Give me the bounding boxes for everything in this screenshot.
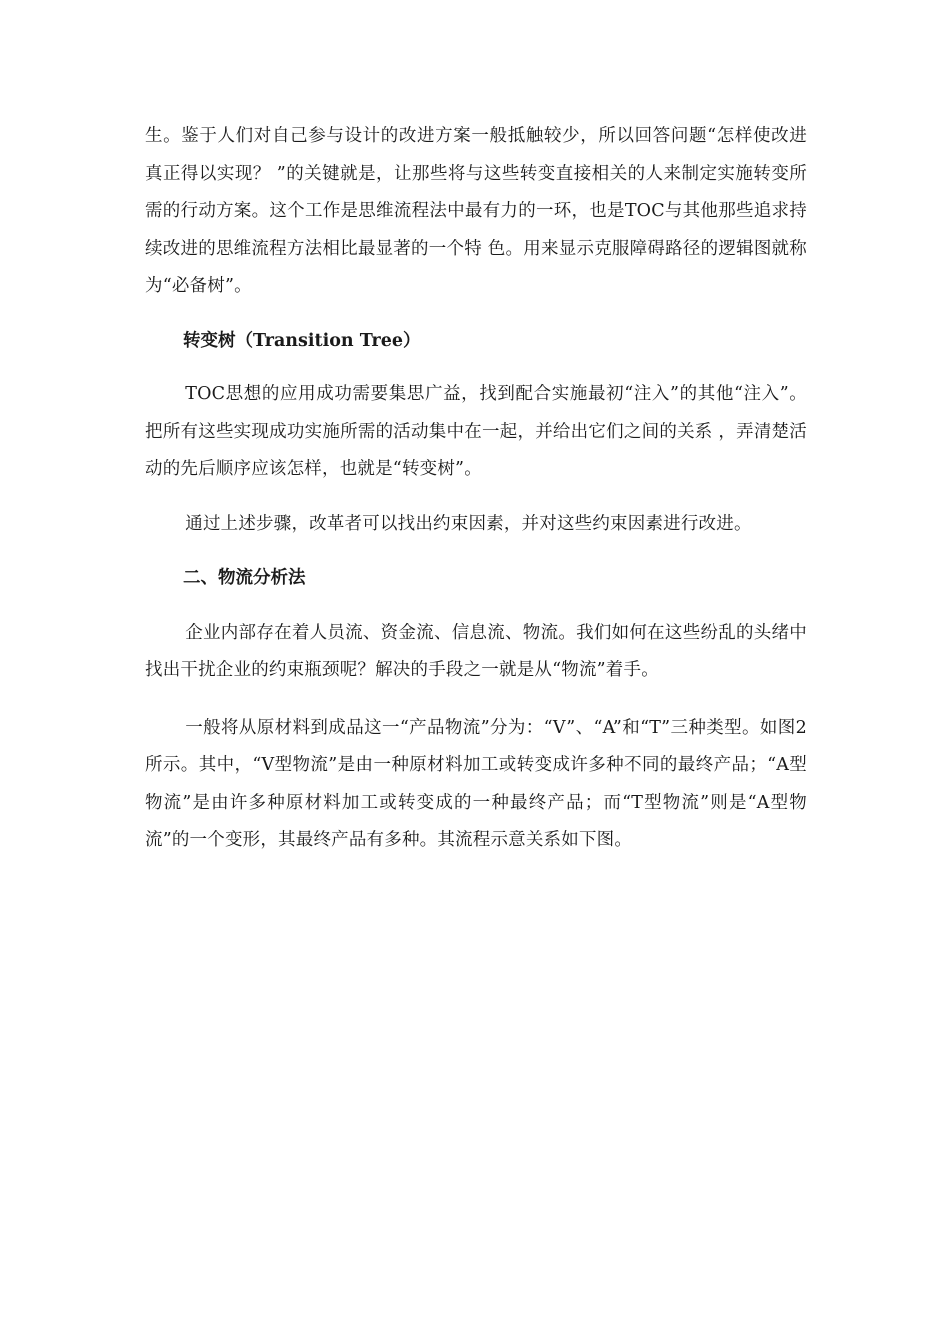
- section-two-heading: 二、物流分析法: [183, 568, 306, 588]
- logistics-paragraph-2: 一般将从原材料到成品这一“产品物流”分为：“V”、“A”和“T”三种类型。如图2 所示。其中，“V型物流”是由一种原材料加工或转变成许多种不同的最终产品；“A型物流”是由许多种原材料加工或转变成的一种最终产品；而“T型物流”则是“A型物流”的一个变形，其最终产品有多种。其流程示意关系如下图。: [145, 717, 807, 850]
- document-body: [145, 118, 807, 860]
- intro-paragraph: 生。鉴于人们对自己参与设计的改进方案一般抵触较少，所以回答问题“怎样使改进真正得以实现？ ”的关键就是，让那些将与这些转变直接相关的人来制定实施转变所需的行动方案。这个工作是思维流程法中最有力的一环，也是TOC与其他那些追求持续改进的思维流程方法相比最显著的一个特 色。用来显示克服障碍路径的逻辑图就称为“必备树”。: [145, 126, 807, 296]
- transition-tree-heading: 转变树（Transition Tree）: [183, 330, 421, 351]
- transition-tree-paragraph: TOC思想的应用成功需要集思广益，找到配合实施最初“注入”的其他“注入”。把所有这些实现成功实施所需的活动集中在一起，并给出它们之间的关系 ，弄清楚活动的先后顺序应该怎样，也就是“转变树”。: [145, 384, 807, 479]
- summary-paragraph: 通过上述步骤，改革者可以找出约束因素，并对这些约束因素进行改进。: [185, 513, 752, 534]
- logistics-paragraph-1: 企业内部存在着人员流、资金流、信息流、物流。我们如何在这些纷乱的头绪中找出干扰企业的约束瓶颈呢？解决的手段之一就是从“物流”着手。: [145, 622, 807, 680]
